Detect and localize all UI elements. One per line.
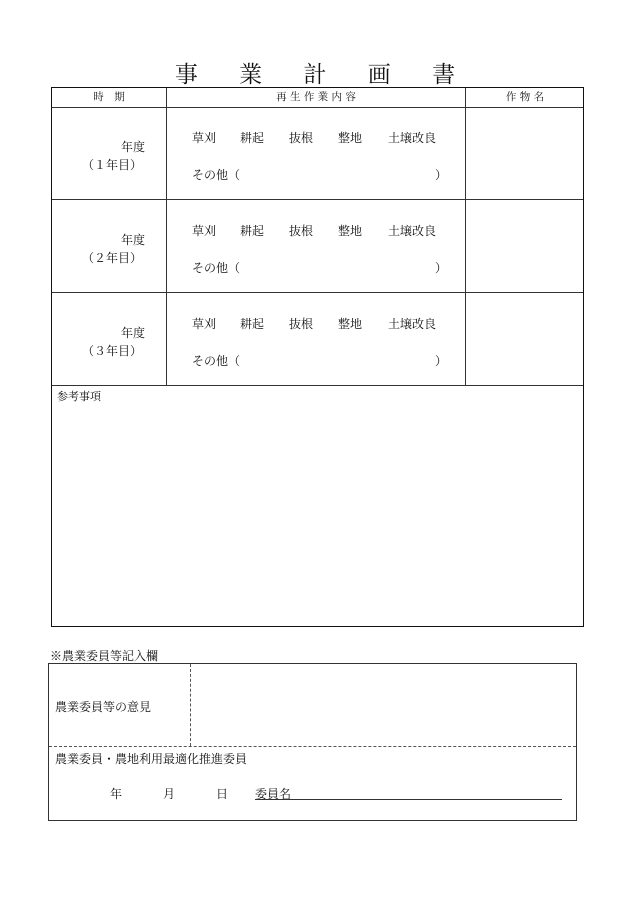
work-item-soil-improvement[interactable]: 土壌改良: [388, 317, 437, 331]
period-cell-year2[interactable]: [52, 200, 166, 292]
other-field[interactable]: その他（: [192, 168, 241, 182]
work-item-grass-cutting[interactable]: 草刈: [192, 224, 217, 238]
member-name-label: 委員名: [255, 787, 292, 801]
work-item-leveling[interactable]: 整地: [338, 131, 363, 145]
other-close-paren: ）: [435, 168, 448, 182]
year-label: 年度: [121, 233, 146, 247]
other-field[interactable]: その他（: [192, 354, 241, 368]
other-close-paren: ）: [435, 354, 448, 368]
header-period: 時 期: [93, 91, 125, 103]
memo-section-title: ※農業委員等記入欄: [50, 649, 159, 663]
other-close-paren: ）: [435, 261, 448, 275]
work-content-year1: [192, 107, 452, 199]
opinion-label: 農業委員等の意見: [55, 700, 152, 714]
committee-memo-box: [48, 663, 577, 821]
opinion-field[interactable]: [191, 664, 576, 746]
signer-label: 農業委員・農地利用最適化推進委員: [55, 752, 248, 766]
work-item-root-removal[interactable]: 抜根: [289, 317, 314, 331]
work-item-root-removal[interactable]: 抜根: [289, 131, 314, 145]
period-cell-year1[interactable]: [52, 107, 166, 199]
header-crop: 作 物 名: [505, 91, 545, 103]
crop-cell-year1[interactable]: [466, 107, 584, 199]
plan-table: [51, 87, 584, 627]
year-label: 年度: [121, 140, 146, 154]
notes-label: 参考事項: [57, 390, 101, 403]
date-day-label: 日: [216, 787, 229, 801]
crop-cell-year3[interactable]: [466, 293, 584, 385]
work-item-leveling[interactable]: 整地: [338, 224, 363, 238]
work-content-year3: [192, 293, 452, 385]
work-item-plowing[interactable]: 耕起: [240, 131, 265, 145]
year-number: （３年目）: [82, 344, 143, 358]
notes-area[interactable]: [52, 386, 583, 625]
crop-cell-year2[interactable]: [466, 200, 584, 292]
date-year-label: 年: [110, 787, 123, 801]
column-divider: [166, 88, 167, 385]
year-number: （２年目）: [82, 251, 143, 265]
dashed-divider: [49, 746, 576, 747]
document-title: 事 業 計 画 書: [174, 62, 473, 88]
other-field[interactable]: その他（: [192, 261, 241, 275]
work-item-grass-cutting[interactable]: 草刈: [192, 131, 217, 145]
work-item-soil-improvement[interactable]: 土壌改良: [388, 224, 437, 238]
work-item-leveling[interactable]: 整地: [338, 317, 363, 331]
work-item-root-removal[interactable]: 抜根: [289, 224, 314, 238]
work-content-year2: [192, 200, 452, 292]
work-item-plowing[interactable]: 耕起: [240, 224, 265, 238]
work-item-grass-cutting[interactable]: 草刈: [192, 317, 217, 331]
header-work-content: 再 生 作 業 内 容: [276, 91, 356, 103]
work-item-soil-improvement[interactable]: 土壌改良: [388, 131, 437, 145]
signature-line[interactable]: [255, 799, 562, 800]
period-cell-year3[interactable]: [52, 293, 166, 385]
year-number: （１年目）: [82, 158, 143, 172]
year-label: 年度: [121, 326, 146, 340]
work-item-plowing[interactable]: 耕起: [240, 317, 265, 331]
date-month-label: 月: [163, 787, 176, 801]
